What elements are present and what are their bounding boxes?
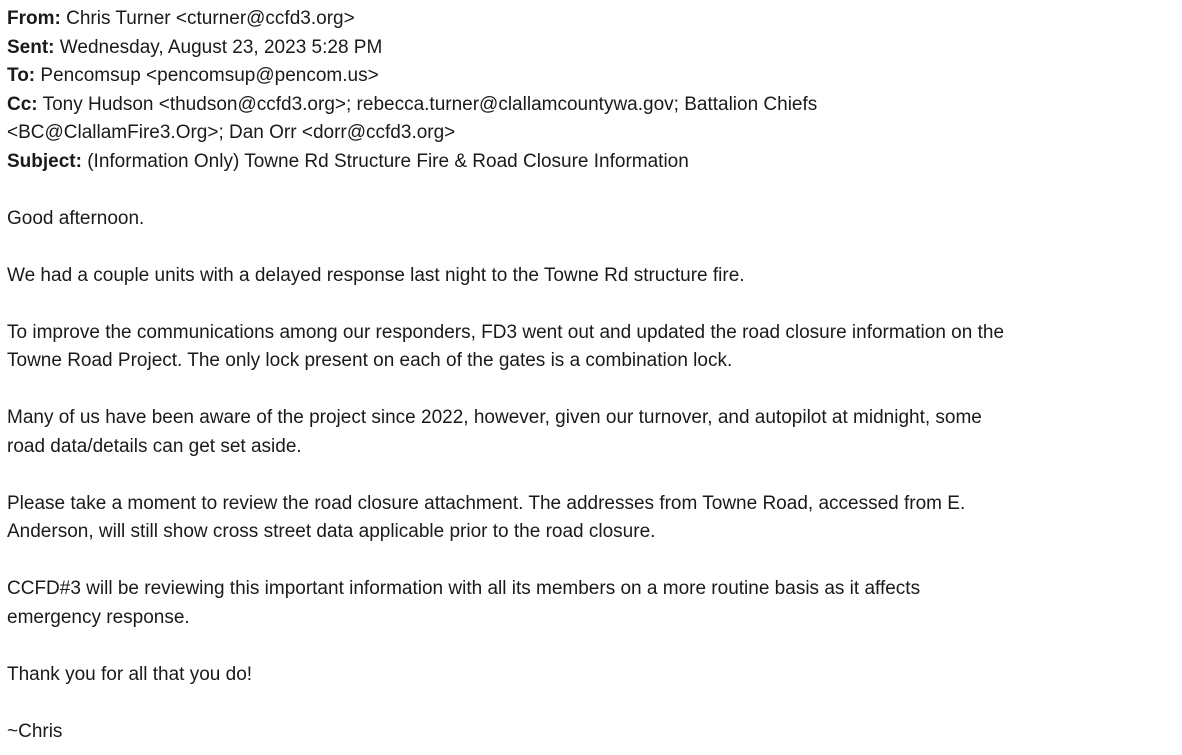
paragraph-awareness-line-2: road data/details can get set aside. [7, 435, 302, 457]
subject-label: Subject: [7, 150, 82, 172]
subject-value: (Information Only) Towne Rd Structure Fire & Road Closure Information [87, 150, 689, 172]
cc-label: Cc: [7, 93, 38, 115]
signature [7, 718, 1175, 747]
paragraph-review-attachment [7, 490, 1175, 547]
cc-value: Tony Hudson <thudson@ccfd3.org>; rebecca.turner@clallamcountywa.gov; Battalion Chiefs [42, 93, 818, 115]
paragraph-communications [7, 319, 1175, 376]
paragraph-delayed-response-text: We had a couple units with a delayed response last night to the Towne Rd structure fire. [7, 264, 745, 286]
to-value: Pencomsup <pencomsup@pencom.us> [40, 65, 379, 86]
from-label: From: [7, 8, 61, 29]
cc-line [7, 91, 1175, 120]
to-line [7, 62, 1175, 91]
paragraph-ccfd3-review-line-1: CCFD#3 will be reviewing this important information with all its members on a more routine basis as it affects [7, 578, 921, 599]
paragraph-awareness-line-1: Many of us have been aware of the project since 2022, however, given our turnover, and autopilot at midnight, some [7, 407, 982, 428]
cc-line-continued [7, 119, 1175, 148]
paragraph-ccfd3-review-line-2: emergency response. [7, 606, 190, 628]
from-line [7, 5, 1175, 34]
email-headers [7, 5, 1175, 176]
paragraph-review-attachment-line-1: Please take a moment to review the road closure attachment. The addresses from Towne Road, accessed from E. [7, 492, 966, 514]
sent-line [7, 34, 1175, 63]
paragraph-delayed-response [7, 262, 1175, 291]
email-document [7, 5, 1175, 746]
closing-text: Thank you for all that you do! [7, 663, 253, 685]
sent-value: Wednesday, August 23, 2023 5:28 PM [59, 36, 383, 58]
paragraph-review-attachment-line-2: Anderson, will still show cross street data applicable prior to the road closure. [7, 521, 656, 542]
paragraph-ccfd3-review [7, 575, 1175, 632]
email-body [7, 205, 1175, 747]
greeting [7, 205, 1175, 234]
signature-text: ~Chris [7, 720, 63, 742]
greeting-text: Good afternoon. [7, 207, 145, 229]
paragraph-awareness [7, 404, 1175, 461]
sent-label: Sent: [7, 36, 55, 58]
cc-value-continued: <BC@ClallamFire3.Org>; Dan Orr <dorr@ccfd3.org> [7, 122, 456, 143]
from-value: Chris Turner <cturner@ccfd3.org> [66, 8, 355, 29]
to-label: To: [7, 65, 36, 86]
paragraph-communications-line-1: To improve the communications among our responders, FD3 went out and updated the road closure information on the [7, 321, 1005, 343]
paragraph-communications-line-2: Towne Road Project. The only lock present on each of the gates is a combination lock. [7, 350, 733, 371]
subject-line [7, 148, 1175, 177]
closing [7, 661, 1175, 690]
